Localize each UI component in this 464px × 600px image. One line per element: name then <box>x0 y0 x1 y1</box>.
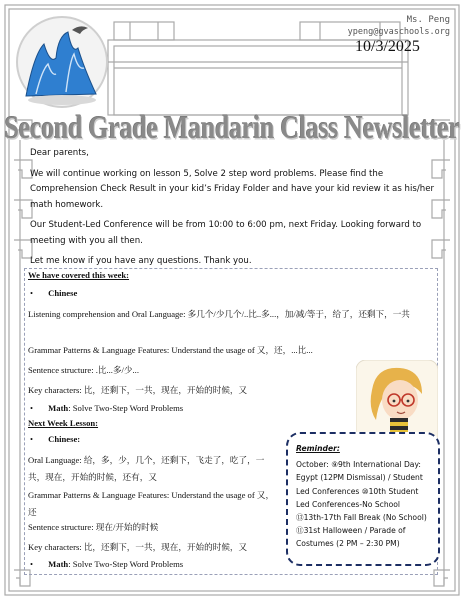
teacher-email: ypeng@gvaschools.org <box>347 27 450 37</box>
covered-grammar: Grammar Patterns & Language Features: Understand the usage of 又，还，...比... <box>28 345 313 355</box>
bullet-icon: • <box>30 403 34 413</box>
covered-subject-chinese: Chinese <box>48 288 78 298</box>
covered-math-text: : Solve Two-Step Word Problems <box>68 403 184 413</box>
covered-listening: Listening comprehension and Oral Language: 多几个/少几个/..比..多...，加/减/等于，给了，还剩下，一共 <box>28 309 410 319</box>
letter-paragraph-2: Our Student-Led Conference will be from 10:00 to 6:00 pm, next Friday. Looking forward to meeting with you all then. <box>30 220 422 246</box>
mountain-painting-logo <box>12 14 112 110</box>
bullet-icon: • <box>30 288 34 298</box>
letter-paragraph-3: Let me know if you have any questions. Thank you. <box>30 256 252 266</box>
next-subject-chinese: Chinese: <box>48 434 81 444</box>
letter-paragraph-1: We will continue working on lesson 5, Solve 2 step word problems. Please find the Comprehension Check Result in your kid’s Friday Folder and have your kid review it as his/her math homework. <box>30 168 435 210</box>
next-math-label: Math <box>48 559 69 569</box>
covered-sentence: Sentence structure: .比...多/少... <box>28 365 139 375</box>
reminder-body: October: ⑨9th International Day: Egypt (12PM Dismissal) / Student Led Conferences ⑩10th Student Led Conferences-No School ⑬13th-17th Fall Break (No School) ⑪31st Halloween / Parade of Costumes (2 PM – 2:30 PM) <box>296 460 427 549</box>
next-key-characters: Key characters: 比，还剩下，一共，现在，开始的时候，又 <box>28 542 248 552</box>
next-week-heading: Next Week Lesson: <box>28 418 99 428</box>
next-sentence: Sentence structure: 现在/开始的时候 <box>28 522 159 532</box>
teacher-contact <box>348 14 450 38</box>
newsletter-title: Second Grade Mandarin Class Newsletter <box>4 109 460 146</box>
bullet-icon: • <box>30 559 34 569</box>
next-oral-language: Oral Language: 给，多，少，几个，还剩下，飞走了，吃了，一共，现在，开始的时候，还有，又 <box>28 455 265 482</box>
next-grammar: Grammar Patterns & Language Features: Understand the usage of 又，还 <box>28 490 275 517</box>
next-math-text: : Solve Two-Step Word Problems <box>68 559 184 569</box>
greeting: Dear parents, <box>30 148 89 158</box>
covered-heading: We have covered this week: <box>28 270 130 280</box>
reminder-box <box>286 432 440 566</box>
covered-math-label: Math <box>48 403 69 413</box>
covered-key-characters: Key characters: 比，还剩下，一共，现在，开始的时候，又 <box>28 385 248 395</box>
newsletter-date: 10/3/2025 <box>355 38 420 55</box>
bullet-icon: • <box>30 434 34 444</box>
reminder-title: Reminder: <box>296 444 340 453</box>
teacher-name: Ms. Peng <box>406 15 450 25</box>
letter-body <box>30 146 440 275</box>
